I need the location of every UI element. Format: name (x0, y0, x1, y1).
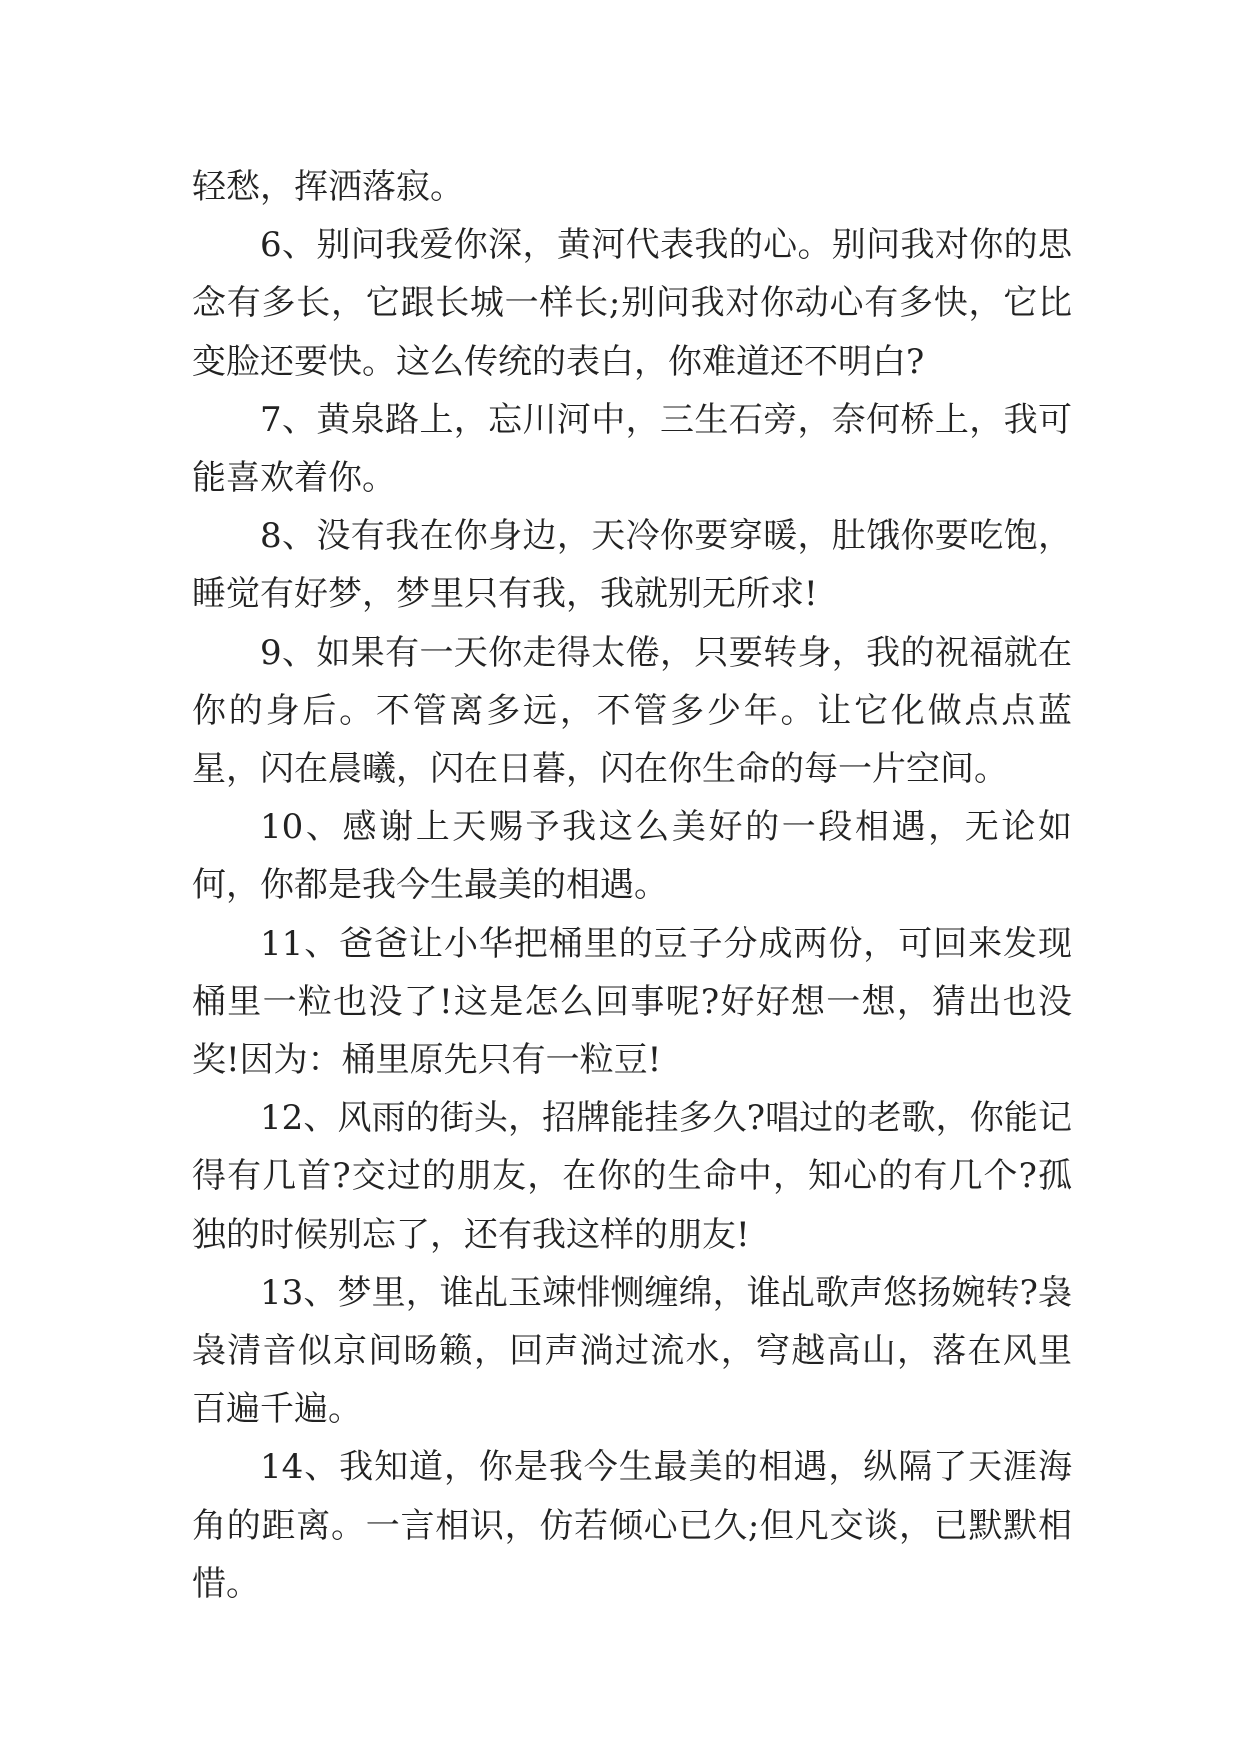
paragraph-12: 12、风雨的街头，招牌能挂多久?唱过的老歌，你能记得有几首?交过的朋友，在你的生命中，知心的有几个?孤独的时候别忘了，还有我这样的朋友! (192, 1098, 1072, 1255)
paragraph-10: 10、感谢上天赐予我这么美好的一段相遇，无论如何，你都是我今生最美的相遇。 (192, 807, 1072, 906)
paragraph-9: 9、如果有一天你走得太倦，只要转身，我的祝福就在你的身后。不管离多远，不管多少年。让它化做点点蓝星，闪在晨曦，闪在日暮，闪在你生命的每一片空间。 (192, 632, 1072, 790)
paragraph-6: 6、别问我爱你深，黄河代表我的心。别问我对你的思念有多长，它跟长城一样长;别问我对你动心有多快，它比变脸还要快。这么传统的表白，你难道还不明白? (192, 225, 1072, 382)
paragraph-continuation: 轻愁，挥洒落寂。 (192, 167, 464, 207)
body-text (192, 158, 1072, 1613)
paragraph-7: 7、黄泉路上，忘川河中，三生石旁，奈何桥上，我可能喜欢着你。 (192, 399, 1072, 499)
paragraph-13: 13、梦里，谁乩玉竦悱恻缠绵，谁乩歌声悠扬婉转?袅袅清音似京间旸籁，回声淌过流水，穹越高山，落在风里百遍千遍。 (192, 1272, 1072, 1430)
paragraph-11: 11、爸爸让小华把桶里的豆子分成两份，可回来发现桶里一粒也没了!这是怎么回事呢?好好想一想，猜出也没奖!因为：桶里原先只有一粒豆! (192, 923, 1072, 1081)
paragraph-14: 14、我知道，你是我今生最美的相遇，纵隔了天涯海角的距离。一言相识，仿若倾心已久;但凡交谈，已默默相惜。 (192, 1447, 1072, 1604)
paragraph-8: 8、没有我在你身边，天冷你要穿暖，肚饿你要吃饱，睡觉有好梦，梦里只有我，我就别无所求! (192, 516, 1072, 615)
